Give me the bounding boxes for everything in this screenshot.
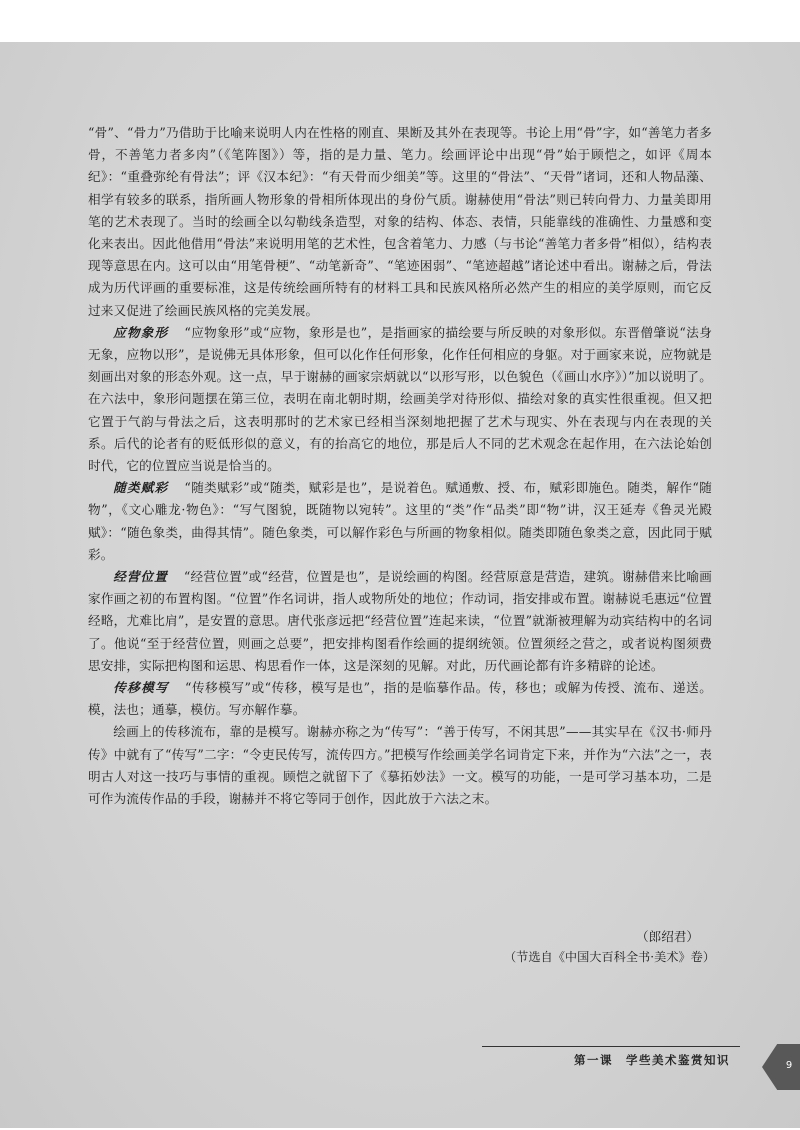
paragraph-bone-method: “骨”、“骨力”乃借助于比喻来说明人内在性格的刚直、果断及其外在表现等。书论上用“骨”字，如“善笔力者多骨，不善笔力者多肉”（《笔阵图》）等，指的是力量、笔力。绘画评论中出现“骨”始于顾恺之，如评《周本纪》：“重叠弥纶有骨法”；评《汉本纪》：“有天骨而少细美”等。这里的“骨法”、“天骨”诸词，还和人物品藻、相学有较多的联系，指所画人物形象的骨相所体现出的身份气质。谢赫使用“骨法”则已转向骨力、力量美即用笔的艺术表现了。当时的绘画全以勾勒线条造型，对象的结构、体态、表情，只能靠线的准确性、力量感和变化来表出。因此他借用“骨法”来说明用笔的艺术性，包含着笔力、力感（与书论“善笔力者多骨”相似），结构表现等意思在内。这可以由“用笔骨梗”、“动笔新奇”、“笔迹困弱”、“笔迹超越”诸论述中看出。谢赫之后，骨法成为历代评画的重要标准，这是传统绘画所特有的材料工具和民族风格所必然产生的相应的美学原则，而它反过来又促进了绘画民族风格的完美发展。 <box>88 125 712 318</box>
term-heading: 随类赋彩 <box>113 480 169 496</box>
paragraph-copying <box>88 677 712 721</box>
paragraph-correspondence-to-object <box>88 322 712 477</box>
term-heading: 应物象形 <box>113 324 169 340</box>
book-page <box>0 42 800 1128</box>
paragraph-transmission: 绘画上的传移流布，靠的是模写。谢赫亦称之为“传写”：“善于传写，不闲其思”——其实早在《汉书·师丹传》中就有了“传写”二字：“令吏民传写，流传四方。”把模写作绘画美学名词肯定下来，并作为“六法”之一，表明古人对这一技巧与事情的重视。顾恺之就留下了《摹拓妙法》一文。模写的功能，一是可学习基本功，二是可作为流传作品的手段，谢赫并不将它等同于创作，因此放于六法之末。 <box>88 724 712 807</box>
paragraph-text: “随类赋彩”或“随类，赋彩是也”，是说着色。赋通敷、授、布，赋彩即施色。随类，解作“随物”，《文心雕龙·物色》：“写气图貌，既随物以宛转”。这里的“类”作“品类”即“物”讲，汉王延寿《鲁灵光殿赋》：“随色象类，曲得其情”。随色象类，可以解作彩色与所画的物象相似。随类即随色象类之意，因此同于赋彩。 <box>88 480 713 562</box>
term-heading: 经营位置 <box>113 569 168 585</box>
paragraph-text: “传移模写”或“传移，模写是也”，指的是临摹作品。传，移也；或解为传授、流布、递送。模，法也；通摹，模仿。写亦解作摹。 <box>88 680 713 718</box>
chapter-footer: 第一课 学些美术鉴赏知识 <box>574 1053 730 1067</box>
article-body <box>88 122 712 810</box>
paragraph-text: “经营位置”或“经营，位置是也”，是说绘画的构图。经营原意是营造，建筑。谢赫借来比喻画家作画之初的布置构图。“位置”作名词讲，指人或物所处的地位；作动词，指安排或布置。谢赫说毛惠远“位置经略，尤难比肩”，是安置的意思。唐代张彦远把“经营位置”连起来读，“位置”就渐被理解为动宾结构中的名词了。他说“至于经营位置，则画之总要”，把安排构图看作绘画的提纲统领。位置须经之营之，或者说构图须费思安排，实际把构图和运思、构思看作一体，这是深刻的见解。对此，历代画论都有许多精辟的论述。 <box>88 569 713 673</box>
paragraph-color-by-type <box>88 477 712 566</box>
page-number: 9 <box>785 1060 793 1071</box>
paragraph-text: “应物象形”或“应物，象形是也”，是指画家的描绘要与所反映的对象形似。东晋僧肇说“法身无象，应物以形”，是说佛无具体形象，但可以化作任何形象，化作任何相应的身躯。对于画家来说，应物就是刻画出对象的形态外观。这一点，早于谢赫的画家宗炳就以“以形写形，以色貌色（《画山水序》）”加以说明了。在六法中，象形问题摆在第三位，表明在南北朝时期，绘画美学对待形似、描绘对象的真实性很重视。但又把它置于气韵与骨法之后，这表明那时的艺术家已经相当深刻地把握了艺术与现实、外在表现与内在表现的关系。后代的论者有的贬低形似的意义，有的抬高它的地位，那是后人不同的艺术观念在起作用，在六法论始创时代，它的位置应当说是恰当的。 <box>88 324 713 474</box>
author-credit: （郎绍君） <box>636 929 699 944</box>
paragraph-composition <box>88 566 712 677</box>
term-heading: 传移模写 <box>113 680 169 696</box>
footer-rule <box>482 1046 740 1047</box>
source-citation: （节选自《中国大百科全书·美术》卷） <box>504 950 716 964</box>
